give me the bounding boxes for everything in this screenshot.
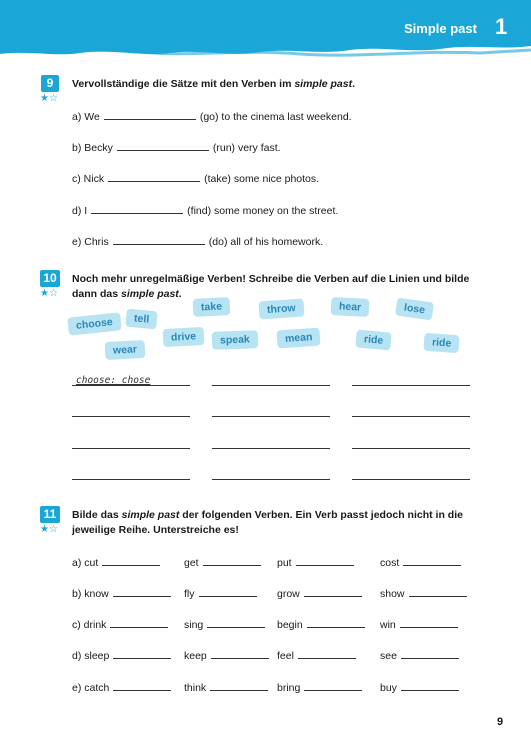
- answer-blank[interactable]: [113, 680, 171, 691]
- word-tag-wear: wear: [105, 340, 146, 360]
- exercise-11-badge: 11: [40, 506, 60, 523]
- word-tag-hear: hear: [331, 297, 370, 317]
- answer-line[interactable]: [212, 479, 330, 480]
- exercise-9-badge: 9: [41, 75, 59, 92]
- answer-line[interactable]: [352, 385, 470, 386]
- verb-cell: win: [380, 617, 462, 631]
- exercise-9-item-a: a) We (go) to the cinema last weekend.: [72, 111, 352, 123]
- verb-cell: b) know: [72, 586, 175, 600]
- verb-cell: d) sleep: [72, 648, 175, 662]
- answer-line[interactable]: [352, 416, 470, 417]
- verb-cell: think: [184, 680, 272, 694]
- answer-blank[interactable]: [91, 203, 183, 214]
- example-answer: choose: chose: [76, 375, 151, 386]
- answer-blank[interactable]: [210, 680, 268, 691]
- exercise-10-stars: ★☆: [40, 288, 58, 299]
- answer-blank[interactable]: [409, 586, 467, 597]
- exercise-10-instruction: Noch mehr unregelmäßige Verben! Schreibe die Verben auf die Linien und bilde dann das simple past.: [72, 273, 470, 300]
- answer-line[interactable]: [212, 448, 330, 449]
- verb-cell: begin: [277, 617, 369, 631]
- exercise-11-stars: ★☆: [40, 524, 58, 535]
- page-header: [0, 0, 531, 62]
- answer-blank[interactable]: [117, 140, 209, 151]
- answer-blank[interactable]: [307, 617, 365, 628]
- answer-blank[interactable]: [403, 555, 461, 566]
- verb-cell: feel: [277, 648, 360, 662]
- word-tag-mean: mean: [276, 328, 321, 349]
- word-tag-lose: lose: [395, 298, 434, 321]
- page-number: 9: [497, 716, 504, 728]
- answer-blank[interactable]: [207, 617, 265, 628]
- answer-blank[interactable]: [113, 234, 205, 245]
- answer-blank[interactable]: [113, 586, 171, 597]
- answer-blank[interactable]: [298, 648, 356, 659]
- answer-line[interactable]: [72, 479, 190, 480]
- answer-blank[interactable]: [400, 617, 458, 628]
- unit-number: 1: [495, 14, 508, 39]
- answer-blank[interactable]: [304, 586, 362, 597]
- answer-line[interactable]: [72, 385, 190, 386]
- answer-blank[interactable]: [113, 648, 171, 659]
- exercise-9-instruction: Vervollständige die Sätze mit den Verben im simple past.: [72, 78, 356, 90]
- answer-line[interactable]: [72, 416, 190, 417]
- verb-cell: show: [380, 586, 471, 600]
- answer-line[interactable]: [72, 448, 190, 449]
- exercise-9-item-e: e) Chris (do) all of his homework.: [72, 236, 324, 248]
- verb-cell: keep: [184, 648, 273, 662]
- verb-cell: put: [277, 555, 358, 569]
- word-tag-throw: throw: [258, 298, 304, 319]
- answer-blank[interactable]: [203, 555, 261, 566]
- verb-cell: c) drink: [72, 617, 172, 631]
- answer-blank[interactable]: [296, 555, 354, 566]
- answer-blank[interactable]: [401, 648, 459, 659]
- verb-cell: e) catch: [72, 680, 175, 694]
- answer-blank[interactable]: [108, 171, 200, 182]
- exercise-10-badge: 10: [40, 270, 60, 287]
- word-tag-speak: speak: [212, 330, 258, 350]
- answer-blank[interactable]: [199, 586, 257, 597]
- word-tag-ride: ride: [423, 333, 459, 353]
- answer-blank[interactable]: [104, 109, 196, 120]
- answer-blank[interactable]: [110, 617, 168, 628]
- word-tag-ride: ride: [355, 329, 392, 350]
- verb-cell: see: [380, 648, 463, 662]
- verb-cell: get: [184, 555, 265, 569]
- word-tag-choose: choose: [67, 312, 121, 335]
- verb-cell: grow: [277, 586, 366, 600]
- answer-blank[interactable]: [304, 680, 362, 691]
- exercise-9-item-c: c) Nick (take) some nice photos.: [72, 173, 320, 185]
- verb-cell: bring: [277, 680, 366, 694]
- answer-line[interactable]: [212, 385, 330, 386]
- verb-cell: sing: [184, 617, 269, 631]
- answer-line[interactable]: [352, 448, 470, 449]
- header-title: Simple past: [404, 21, 477, 36]
- answer-line[interactable]: [352, 479, 470, 480]
- verb-cell: a) cut: [72, 555, 164, 569]
- exercise-9-stars: ★☆: [40, 93, 58, 104]
- answer-line[interactable]: [212, 416, 330, 417]
- word-tag-tell: tell: [125, 309, 158, 330]
- exercise-9-item-b: b) Becky (run) very fast.: [72, 142, 281, 154]
- exercise-11-instruction: Bilde das simple past der folgenden Verben. Ein Verb passt jedoch nicht in die jeweilige Reihe. Unterstreiche es!: [72, 509, 463, 536]
- verb-cell: buy: [380, 680, 463, 694]
- word-tag-drive: drive: [163, 327, 205, 347]
- answer-blank[interactable]: [401, 680, 459, 691]
- answer-blank[interactable]: [102, 555, 160, 566]
- exercise-9-item-d: d) I (find) some money on the street.: [72, 205, 339, 217]
- answer-blank[interactable]: [211, 648, 269, 659]
- verb-cell: cost: [380, 555, 465, 569]
- verb-cell: fly: [184, 586, 261, 600]
- word-tag-take: take: [193, 297, 231, 317]
